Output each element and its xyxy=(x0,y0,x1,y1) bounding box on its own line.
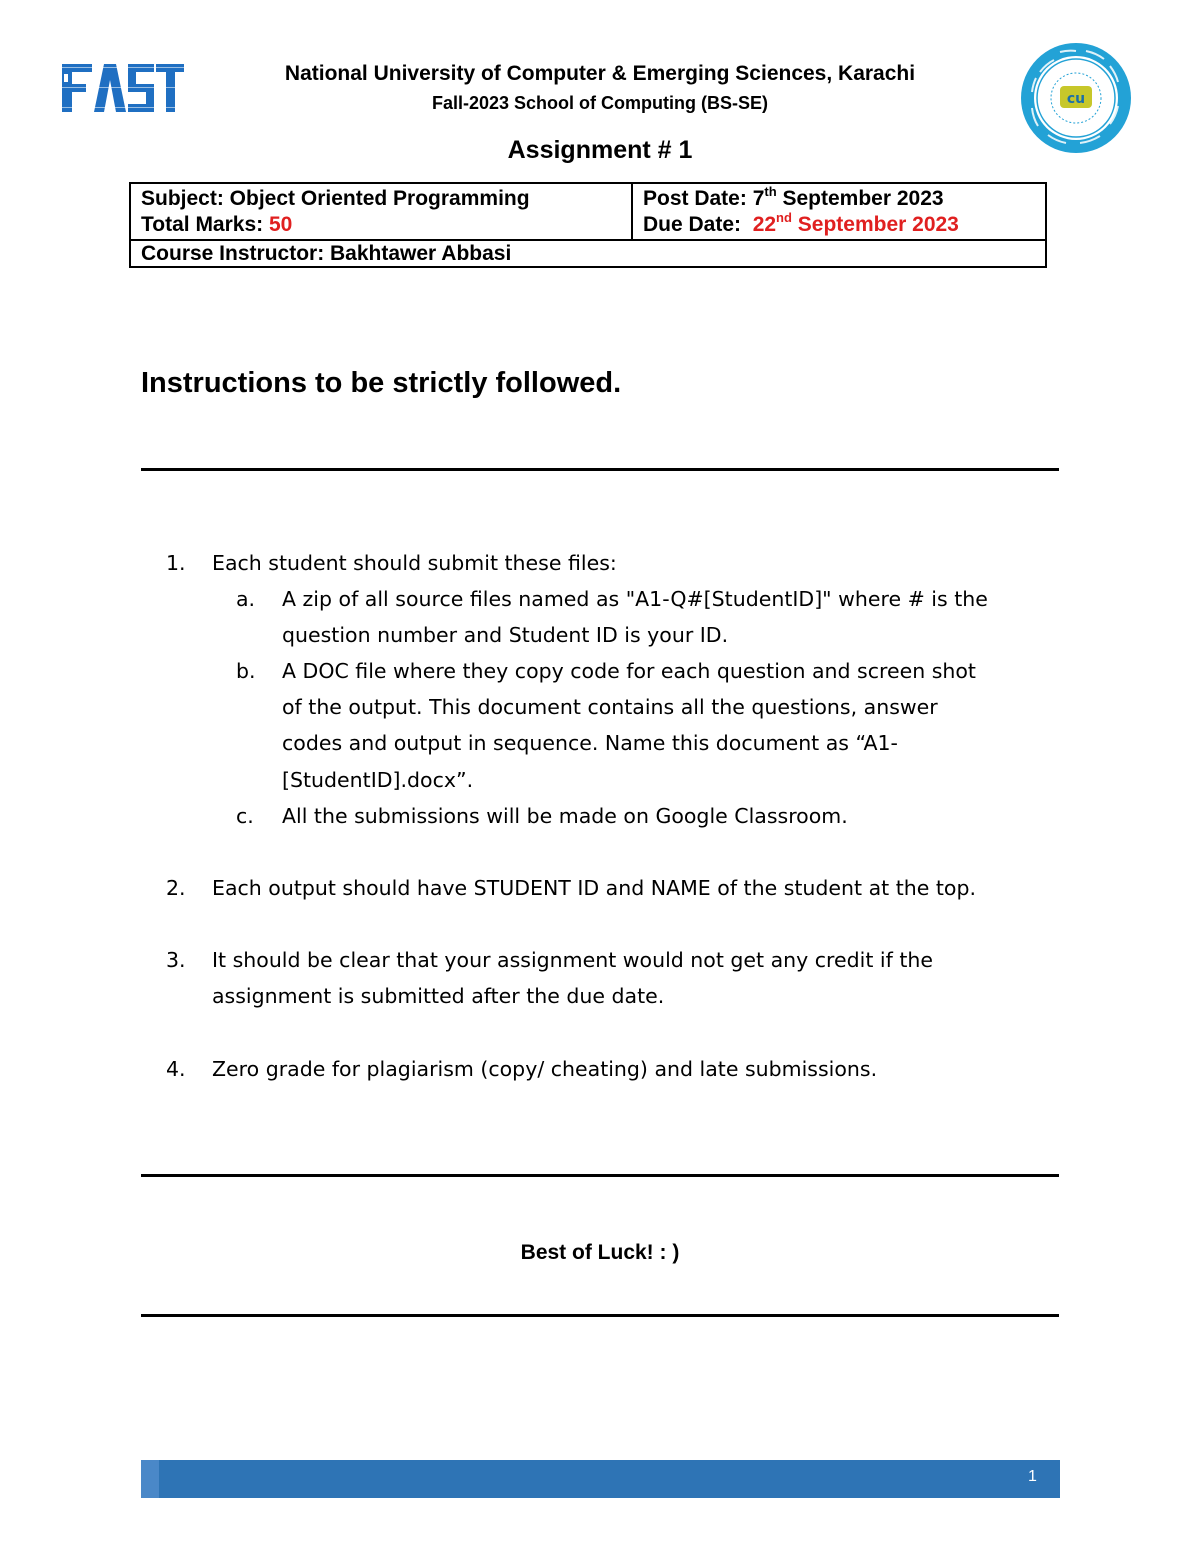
footer-bar xyxy=(141,1460,1060,1498)
total-marks-label: Total Marks: xyxy=(141,213,269,236)
list-item-number: 2. xyxy=(166,876,186,900)
assignment-title: Assignment # 1 xyxy=(507,136,693,164)
university-name: National University of Computer & Emerging Sciences, Karachi xyxy=(284,62,916,85)
due-date-day: 22 xyxy=(752,213,777,236)
assignment-info-table xyxy=(129,182,1047,268)
list-item-text: assignment is submitted after the due date. xyxy=(212,984,665,1009)
total-marks xyxy=(141,212,292,238)
post-date xyxy=(643,186,944,212)
total-marks-value: 50 xyxy=(268,213,293,236)
list-item-number: b. xyxy=(236,659,256,683)
divider-rule xyxy=(141,468,1059,471)
list-item-number: 3. xyxy=(166,948,186,972)
subject: Subject: Object Oriented Programming xyxy=(141,187,530,210)
course-instructor: Course Instructor: Bakhtawer Abbasi xyxy=(141,242,512,265)
list-item-text: It should be clear that your assignment would not get any credit if the xyxy=(212,948,933,972)
list-item-text: Zero grade for plagiarism (copy/ cheating) and late submissions. xyxy=(212,1057,878,1081)
list-item-text: A DOC file where they copy code for each question and screen shot xyxy=(282,659,976,683)
svg-text:cu: cu xyxy=(1066,91,1086,107)
list-item-number: 1. xyxy=(166,551,186,575)
post-date-label: Post Date: xyxy=(643,187,753,210)
post-date-month-year: September 2023 xyxy=(776,187,944,210)
list-item-text: question number and Student ID is your ID. xyxy=(282,623,729,648)
post-date-day: 7 xyxy=(752,187,765,210)
list-item-text: codes and output in sequence. Name this document as “A1- xyxy=(282,731,898,756)
list-item-text: [StudentID].docx”. xyxy=(282,767,474,792)
post-date-suffix: th xyxy=(764,184,777,199)
list-item-text: All the submissions will be made on Google Classroom. xyxy=(282,804,848,828)
list-item-number: a. xyxy=(236,587,256,611)
divider-rule xyxy=(141,1174,1059,1177)
due-date-month-year: September 2023 xyxy=(791,213,959,236)
list-item-number: c. xyxy=(236,804,254,828)
instructions-heading: Instructions to be strictly followed. xyxy=(141,367,622,399)
school-term: Fall-2023 School of Computing (BS-SE) xyxy=(431,93,768,113)
due-date-suffix: nd xyxy=(776,210,792,225)
page-number: 1 xyxy=(1028,1468,1037,1485)
footer-accent xyxy=(141,1460,159,1498)
table-divider xyxy=(631,184,633,239)
list-item-text: Each output should have STUDENT ID and NAME of the student at the top. xyxy=(212,876,976,900)
list-item-text: Each student should submit these files: xyxy=(212,551,617,575)
closing-message: Best of Luck! : ) xyxy=(520,1241,680,1264)
list-item-text: of the output. This document contains all the questions, answer xyxy=(282,695,938,720)
list-item-number: 4. xyxy=(166,1057,186,1081)
divider-rule xyxy=(141,1314,1059,1317)
due-date-label: Due Date: xyxy=(643,213,753,236)
due-date xyxy=(643,212,959,238)
list-item-text: A zip of all source files named as "A1-Q#[StudentID]" where # is the xyxy=(282,587,988,611)
